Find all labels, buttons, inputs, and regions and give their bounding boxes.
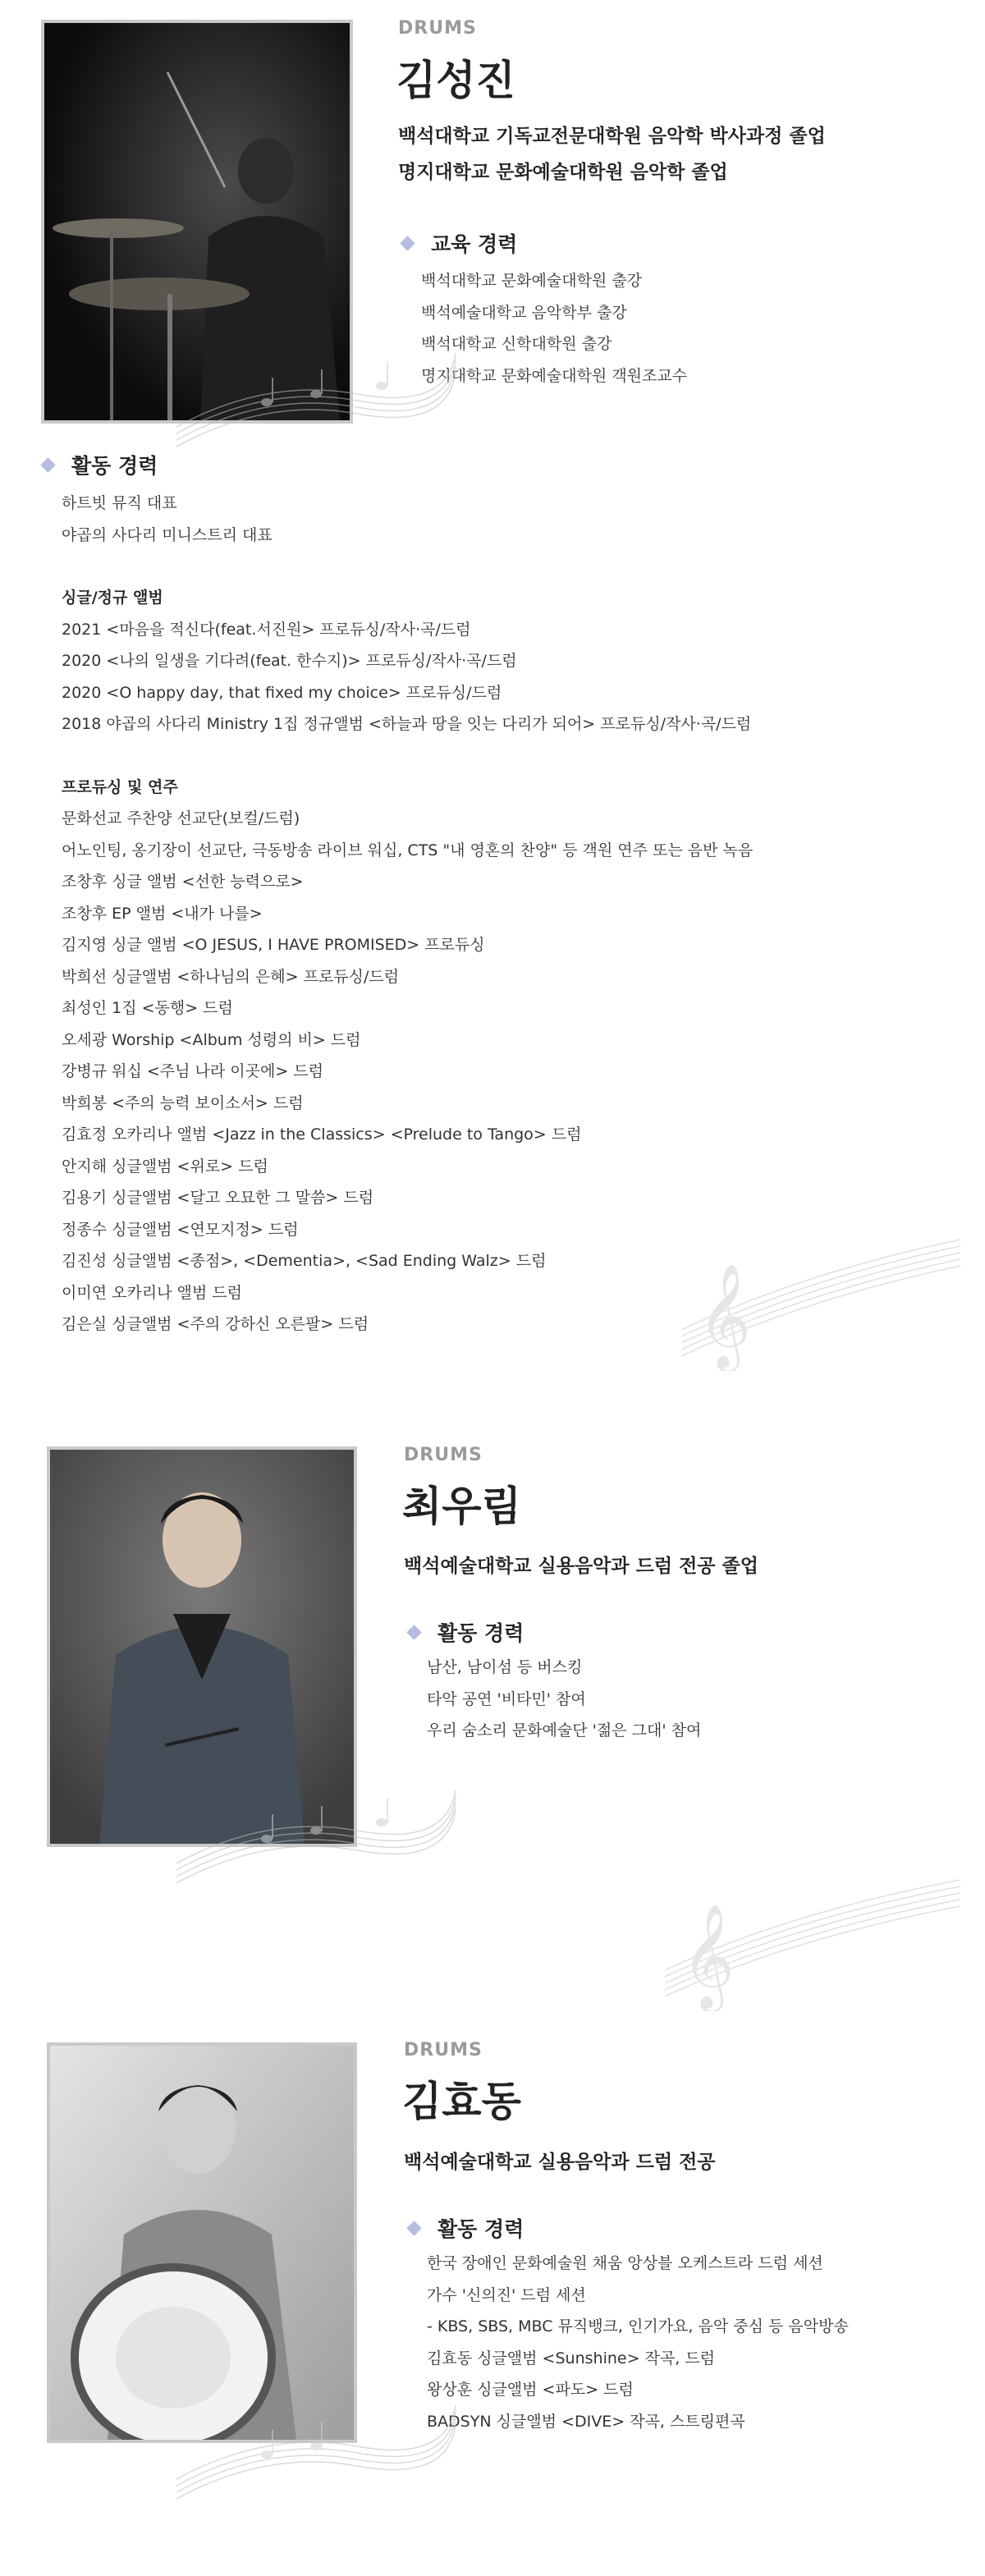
list-item: 이미연 오카리나 앨범 드럼: [62, 1283, 243, 1302]
list-item: 박희봉 <주의 능력 보이소서> 드럼: [62, 1093, 304, 1112]
list-item: 조창후 EP 앨범 <내가 나를>: [62, 904, 263, 923]
treble-clef-icon: [681, 1207, 960, 1371]
degree-list: [404, 2144, 716, 2180]
list-item: 왕상훈 싱글앨범 <파도> 드럼: [427, 2381, 634, 2399]
music-staff-icon: [168, 1765, 464, 1896]
list-item: 한국 장애인 문화예술원 채움 앙상블 오케스트라 드럼 세션: [427, 2254, 823, 2272]
treble-clef-icon: [665, 1847, 960, 2011]
member-name: 김효동: [402, 2078, 521, 2125]
list-item: 김효정 오카리나 앨범 <Jazz in the Classics> <Prelude to Tango> 드럼: [62, 1125, 582, 1144]
member-name: 최우림: [402, 1483, 521, 1530]
list-item: BADSYN 싱글앨범 <DIVE> 작곡, 스트링편곡: [427, 2412, 745, 2431]
music-staff-icon: [168, 2381, 464, 2512]
degree-item: 명지대학교 문화예술대학원 음악학 졸업: [398, 162, 728, 183]
degree-list: [398, 118, 826, 190]
list-item: 야곱의 사다리 미니스트리 대표: [62, 525, 273, 544]
activity-list: [427, 2248, 849, 2437]
list-item: 오세광 Worship <Album 성령의 비> 드럼: [62, 1030, 361, 1049]
list-item: 남산, 남이섬 등 버스킹: [427, 1658, 583, 1676]
list-item: 하트빗 뮤직 대표: [62, 494, 177, 512]
list-item: 어노인팅, 옹기장이 선교단, 극동방송 라이브 워십, CTS "내 영혼의 찬양" 등 객원 연주 또는 음반 녹음: [62, 841, 754, 859]
list-item: 김지영 싱글 앨범 <O JESUS, I HAVE PROMISED> 프로듀싱: [62, 936, 485, 954]
svg-text:𝄞: 𝄞: [698, 1263, 752, 1368]
list-item: 정종수 싱글앨범 <연모지정> 드럼: [62, 1220, 299, 1239]
list-item: 김진성 싱글앨범 <종점>, <Dementia>, <Sad Ending Walz> 드럼: [62, 1252, 547, 1270]
activity-title: 활동 경력: [71, 454, 158, 478]
diamond-bullet-icon: [40, 457, 55, 472]
list-item: 백석대학교 신학대학원 출강: [421, 335, 612, 353]
activity-title: 활동 경력: [438, 2217, 525, 2241]
list-item: 문화선교 주찬양 선교단(보컬/드럼): [62, 809, 300, 827]
list-item: 김용기 싱글앨범 <달고 오묘한 그 말씀> 드럼: [62, 1189, 374, 1207]
list-item: 명지대학교 문화예술대학원 객원조교수: [421, 366, 688, 385]
list-item: 강병규 워십 <주님 나라 이곳에> 드럼: [62, 1062, 323, 1080]
activity-title: 활동 경력: [438, 1621, 525, 1645]
list-item: - KBS, SBS, MBC 뮤직뱅크, 인기가요, 음악 중심 등 음악방송: [427, 2317, 849, 2335]
member-name: 김성진: [396, 57, 515, 104]
list-item: 조창후 싱글 앨범 <선한 능력으로>: [62, 873, 304, 891]
activity-heading: [409, 2213, 524, 2243]
list-item: 김은실 싱글앨범 <주의 강하신 오른팔> 드럼: [62, 1315, 369, 1333]
list-item: 김효동 싱글앨범 <Sunshine> 작곡, 드럼: [427, 2349, 716, 2367]
diamond-bullet-icon: [406, 2221, 421, 2235]
list-item: 백석예술대학교 음악학부 출강: [421, 303, 627, 322]
list-item: 2020 <O happy day, that fixed my choice> 프로듀싱/드럼: [62, 683, 502, 702]
degree-item: 백석예술대학교 실용음악과 드럼 전공: [404, 2152, 716, 2173]
music-staff-icon: [168, 328, 464, 460]
list-item: 안지해 싱글앨범 <위로> 드럼: [62, 1157, 268, 1176]
list-item: 최성인 1집 <동행> 드럼: [62, 999, 233, 1017]
list-item: 가수 '신의진' 드럼 세션: [427, 2285, 586, 2304]
category-label: DRUMS: [398, 18, 477, 39]
diamond-bullet-icon: [400, 236, 415, 250]
education-heading: [402, 228, 517, 258]
diamond-bullet-icon: [406, 1625, 421, 1639]
list-item: 타악 공연 '비타민' 참여: [427, 1689, 586, 1708]
list-item: 우리 숨소리 문화예술단 '젊은 그대' 참여: [427, 1721, 702, 1739]
list-item: 박희선 싱글앨범 <하나님의 은혜> 프로듀싱/드럼: [62, 967, 400, 986]
degree-item: 백석대학교 기독교전문대학원 음악학 박사과정 졸업: [398, 126, 826, 147]
list-item: 백석대학교 문화예술대학원 출강: [421, 272, 643, 290]
svg-text:𝄞: 𝄞: [681, 1903, 735, 2008]
production-heading: 프로듀싱 및 연주: [62, 777, 178, 796]
education-title: 교육 경력: [431, 232, 518, 256]
activity-heading: [43, 450, 158, 479]
list-item: 2021 <마음을 적신다(feat.서진원> 프로듀싱/작사·곡/드럼: [62, 620, 471, 639]
list-item: 2020 <나의 일생을 기다려(feat. 한수지)> 프로듀싱/작사·곡/드럼: [62, 652, 517, 670]
albums-heading: 싱글/정규 앨범: [62, 589, 163, 607]
activity-list: [427, 1652, 701, 1747]
degree-item: 백석예술대학교 실용음악과 드럼 전공 졸업: [404, 1556, 758, 1577]
list-item: 2018 야곱의 사다리 Ministry 1집 정규앨범 <하늘과 땅을 잇는 다리가 되어> 프로듀싱/작사·곡/드럼: [62, 715, 752, 733]
degree-list: [404, 1548, 758, 1584]
category-label: DRUMS: [404, 1445, 483, 1465]
activity-heading: [409, 1617, 524, 1647]
activity-list: [62, 488, 753, 1341]
category-label: DRUMS: [404, 2040, 483, 2060]
